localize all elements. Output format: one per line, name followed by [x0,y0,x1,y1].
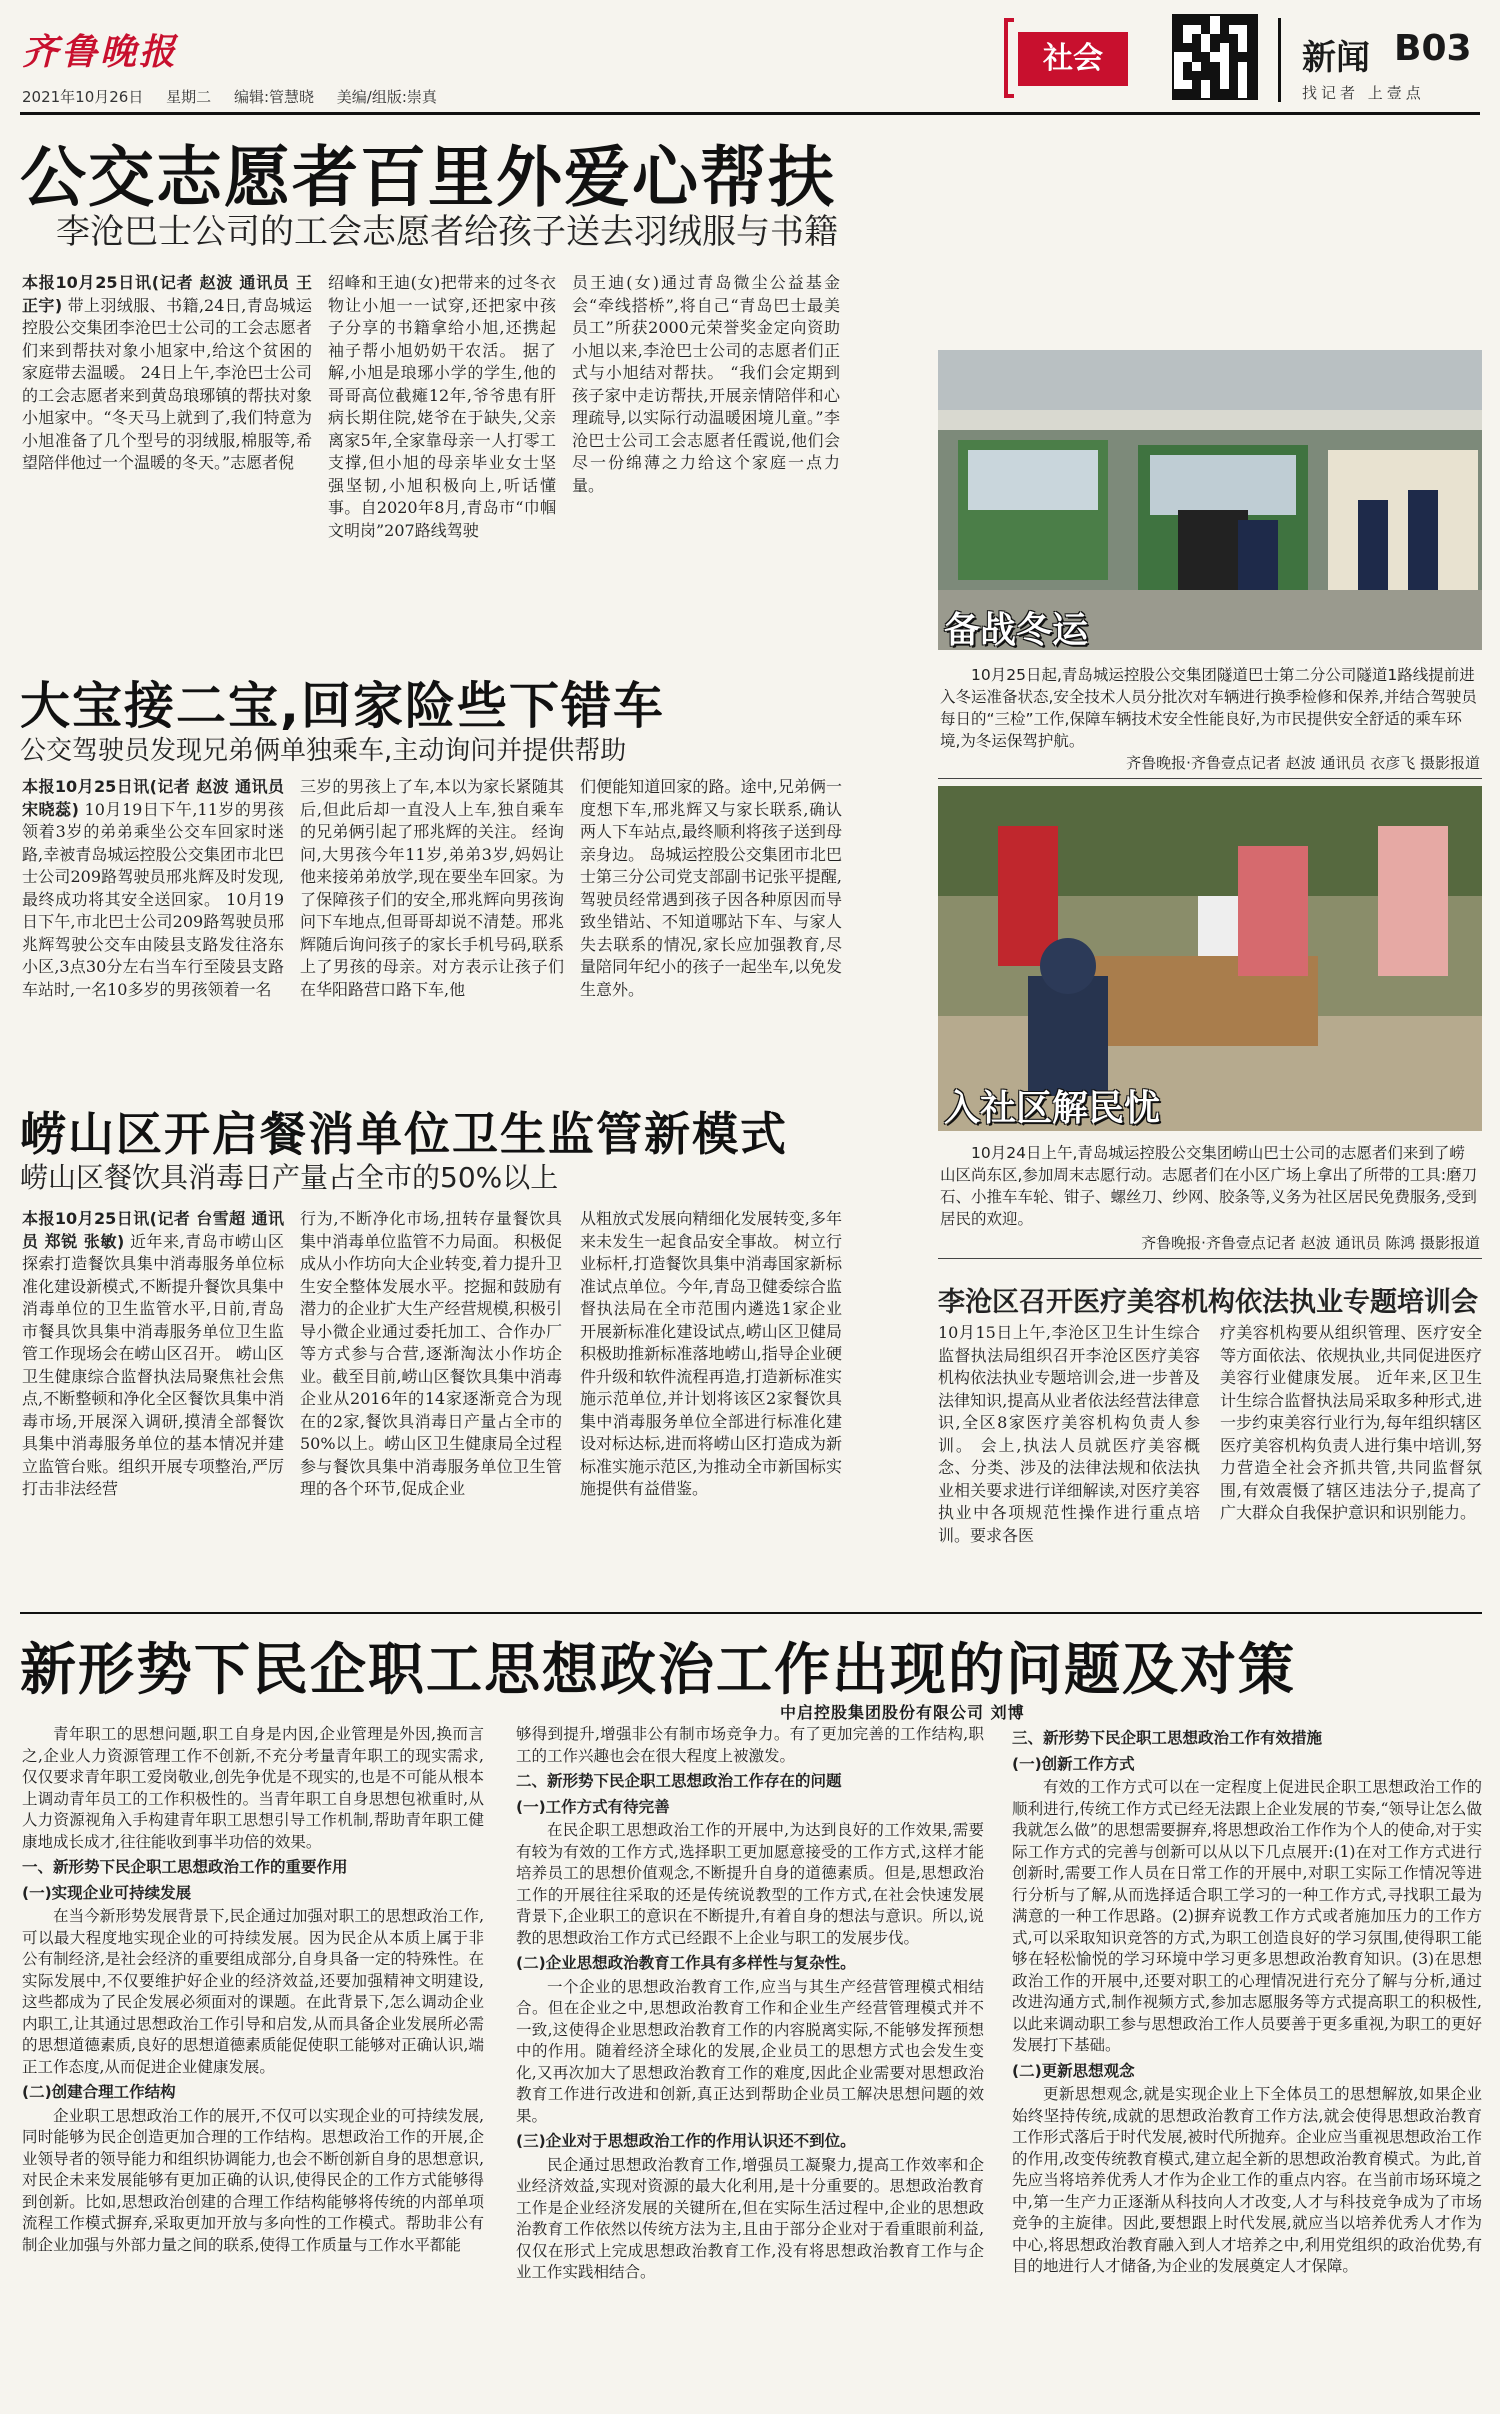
qr-module [1174,34,1183,43]
article5-section2-2-text: 一个企业的思想政治教育工作,应当与其生产经营管理模式相结合。但在企业之中,思想政治教育工作和企业生产经营管理模式并不一致,这使得企业思想政治教育工作的内容脱离实际,不能够发挥预想中的作用。随着经济全球化的发展,企业员工的思想方式也会发生变化,又再次加大了思想政治教育工作的难度,因此企业需要对思想政治教育工作进行改进和创新,真正达到帮助企业员工解决思想问题的效果。 [516,1977,984,2125]
section-badge: 社会 [1018,32,1128,86]
qr-module [1192,80,1201,89]
qr-module [1238,52,1247,61]
qr-module [1201,43,1210,52]
photo1-credit: 齐鲁晚报·齐鲁壹点记者 赵波 通讯员 衣彦飞 摄影报道 [1126,754,1480,772]
qr-module [1201,34,1210,43]
qr-module [1220,89,1229,98]
issue-meta [22,86,455,107]
qr-module [1210,80,1219,89]
qr-module [1247,80,1256,89]
qr-code-icon[interactable] [1172,14,1258,100]
qr-module [1201,62,1210,71]
qr-module [1183,80,1192,89]
qr-module [1238,34,1247,43]
qr-module [1229,62,1238,71]
qr-module [1174,25,1183,34]
article5-section3-1-text: 有效的工作方式可以在一定程度上促进民企职工思想政治工作的顺利进行,传统工作方式已经无法跟上企业发展的节奏,“领导让怎么做我就怎么做”的思想需要摒弃,将思想政治工作作为个人的使命,对于实际工作方式的完善与创新可以从以下几点展开:(1)在对工作方式进行创新时,需要工作人员在日常工作的开展中,对职工实际工作情况等进行分析与了解,从而选择适合职工学习的一种工作方式,寻找职工最为满意的一种工作思路。(2)摒弃说教工作方式或者施加压力的工作方式,可以采取知识竞答的方式,为职工创造良好的学习氛围,使得职工能够在轻松愉悦的学习环境中学习更多思想政治教育知识。(3)在思想政治工作的开展中,还要对职工的心理情况进行充分了解与分析,通过改进沟通方式,制作视频方式,参加志愿服务等方式提高职工的积极性,以此来调动职工参与思想政治工作人员要善于更多重视,为职工的更好发展打下基础。 [1012,1778,1482,2054]
qr-module [1183,43,1192,52]
article1-subheadline: 李沧巴士公司的工会志愿者给孩子送去羽绒服与书籍 [56,212,838,252]
header-rule [20,112,1480,115]
qr-module [1247,25,1256,34]
photo1-caption: 10月25日起,青岛城运控股公交集团隧道巴士第二分公司隧道1路线提前进入冬运准备状态,安全技术人员分批次对车辆进行换季检修和保养,并结合驾驶员每日的“三检”工作,保障车辆技术安全性能良好,为市民提供安全舒适的乘车环境,为冬运保驾护航。 [940,666,1477,750]
page-section-label: 新闻 [1302,38,1370,78]
article5-section3-1-heading: (一)创新工作方式 [1012,1754,1135,1773]
qr-module [1210,16,1219,25]
photo2-caption: 10月24日上午,青岛城运控股公交集团崂山巴士公司的志愿者们来到了崂山区尚东区,参加周末志愿行动。志愿者们在小区广场上拿出了所带的工具:磨刀石、小推车车轮、钳子、螺丝刀、纱网、胶条等,义务为社区居民免费服务,受到居民的欢迎。 [940,1144,1478,1228]
qr-module [1201,25,1210,34]
qr-module [1192,43,1201,52]
article3-byline: 本报10月25日讯(记者 台雪超 通讯员 郑锐 张敏) [22,1209,284,1251]
article1-column-1 [22,272,312,634]
article3-column-3: 从粗放式发展向精细化发展转变,多年来未发生一起食品安全事故。 树立行业标杆,打造餐饮具集中消毒国家新标准试点单位。今年,青岛卫健委综合监督执法局在全市范围内遴选1家企业开展新标准化建设试点,崂山区卫健局积极助推新标准落地崂山,指导企业硬件升级和软件流程再造,打造新标准实施示范单位,并计划将该区2家餐饮具集中消毒服务单位全部进行标准化建设对标达标,进而将崂山区打造成为新标准实施示范区,为推动全市新国标实施提供有益借鉴。 [580,1209,842,1498]
qr-module [1238,25,1247,34]
qr-module [1183,34,1192,43]
article1-headline: 公交志愿者百里外爱心帮扶 [20,139,836,216]
photo1-title: 备战冬运 [944,610,1089,651]
qr-module [1174,71,1183,80]
qr-module [1192,62,1201,71]
article5-section2-3-text: 民企通过思想政治教育工作,增强员工凝聚力,提高工作效率和企业经济效益,实现对资源的最大化利用,是十分重要的。思想政治教育工作是企业经济发展的关键所在,但在实际生活过程中,企业的思想政治教育工作依然以传统方法为主,且由于部分企业对于看重眼前利益,仅仅在形式上完成思想政治教育工作,没有将思想政治教育工作与企业工作实践相结合。 [516,2155,984,2281]
article5-column-3 [1012,1724,1482,2404]
qr-module [1238,71,1247,80]
qr-module [1220,62,1229,71]
qr-module [1247,62,1256,71]
article5-section1-2-text: 企业职工思想政治工作的展开,不仅可以实现企业的可持续发展,同时能够为民企创造更加合理的工作结构。思想政治工作的开展,企业领导者的领导能力和组织协调能力,也会不断创新自身的思想意识,对民企未来发展能够有更加正确的认识,使得民企的工作方式能够得到创新。比如,思想政治创建的合理工作结构能够将传统的内部单项流程工作模式摒弃,采取更加开放与多向性的工作模式。帮助非公有制企业加强与外部力量之间的联系,使得工作质量与工作水平都能 [22,2106,484,2254]
qr-module [1229,43,1238,52]
article5-column-1 [22,1724,484,2404]
qr-module [1192,34,1201,43]
qr-module [1174,62,1183,71]
qr-module [1229,80,1238,89]
qr-module [1210,43,1219,52]
article5-section2-2-heading: (二)企业思想政治教育工作具有多样性与复杂性。 [516,1954,856,1972]
photo2-credit: 齐鲁晚报·齐鲁壹点记者 赵波 通讯员 陈鸿 摄影报道 [1141,1234,1480,1252]
qr-module [1247,16,1256,25]
article3-column-1 [22,1208,284,1600]
article1-byline: 本报10月25日讯(记者 赵波 通讯员 王正宇) [22,273,312,315]
article3-body-1: 近年来,青岛市崂山区探索打造餐饮具集中消毒服务单位标准化建设新模式,不断提升餐饮具集中消毒单位的卫生监管水平,日前,青岛市餐具饮具集中消毒服务单位卫生监管工作现场会在崂山区召开。 崂山区卫生健康综合监督执法局聚焦社会焦点,不断整顿和净化全区餐饮具集中消毒市场,开展深入调研,摸清全部餐饮具集中消毒服务单位的基本情况并建立监管台账。组织开展专项整治,严厉打击非法经营 [22,1231,284,1498]
article2-column-2: 三岁的男孩上了车,本以为家长紧随其后,但此后却一直没人上车,独自乘车的兄弟俩引起了邢兆辉的关注。 经询问,大男孩今年11岁,弟弟3岁,妈妈让他来接弟弟放学,现在要坐车回家。为了保障孩子们的安全,邢兆辉向男孩询问下车地点,但哥哥却说不清楚。邢兆辉随后询问孩子的家长手机号码,联系上了男孩的母亲。对方表示让孩子们在华阳路营口路下车,他 [300,777,564,999]
article5-section2-1-text: 在民企职工思想政治工作的开展中,为达到良好的工作效果,需要有较为有效的工作方式,选择职工更加愿意接受的工作方式,这样才能培养员工的思想价值观念,不断提升自身的道德素质。但是,思想政治工作的开展往往采取的还是传统说教型的工作方式,在社会快速发展背景下,企业职工的意识在不断提升,有着自身的想法与意识。所以,说教的思想政治工作方式已经跟不上企业与职工的发展步伐。 [516,1821,984,1947]
qr-module [1210,25,1219,34]
article5-headline: 新形势下民企职工思想政治工作出现的问题及对策 [20,1638,1296,1703]
qr-module [1174,89,1183,98]
article1-body-1: 带上羽绒服、书籍,24日,青岛城运控股公交集团李沧巴士公司的工会志愿者们来到帮扶对象小旭家中,给这个贫困的家庭带去温暖。 24日上午,李沧巴士公司的工会志愿者来到黄岛琅琊镇的帮扶对象小旭家中。“冬天马上就到了,我们特意为小旭准备了几个型号的羽绒服,棉服等,希望陪伴他过一个温暖的冬天。”志愿者倪 [22,295,312,472]
article4-column-1: 10月15日上午,李沧区卫生计生综合监督执法局组织召开李沧区医疗美容机构依法执业专题培训会,进一步普及法律知识,提高从业者依法经营法律意识,全区8家医疗美容机构负责人参训。 会上,执法人员就医疗美容概念、分类、涉及的法律法规和依法执业相关要求进行详细解读,对医疗美容执业中各项规范性操作进行重点培训。要求各医 [938,1323,1200,1545]
qr-module [1238,43,1247,52]
qr-module [1192,25,1201,34]
qr-module [1183,62,1192,71]
divider [938,778,1482,779]
qr-module [1174,80,1183,89]
newspaper-masthead-logo: 齐鲁晚报 [22,31,179,73]
header-divider [1278,18,1281,102]
qr-module [1229,34,1238,43]
badge-bracket-decoration [1004,18,1014,98]
article5-col2-continuation: 够得到提升,增强非公有制市场竞争力。有了更加完善的工作结构,职工的工作兴趣也会在很大程度上被激发。 [516,1725,984,1765]
qr-module [1192,16,1201,25]
qr-module [1247,89,1256,98]
article2-column-1 [22,776,284,1068]
article1-column-2: 绍峰和王迪(女)把带来的过冬衣物让小旭一一试穿,还把家中孩子分享的书籍拿给小旭,还携起袖子帮小旭奶奶干农活。 据了解,小旭是琅琊小学的学生,他的哥哥高位截瘫12年,爷爷患有肝病长期住院,姥爷在于缺失,父亲离家5年,全家靠母亲一人打零工支撑,但小旭的母亲毕业女士坚强坚韧,小旭积极向上,听话懂事。自2020年8月,青岛市“巾帼文明岗”207路线驾驶 [328,273,556,540]
qr-module [1201,80,1210,89]
qr-module [1220,71,1229,80]
qr-module [1201,16,1210,25]
qr-module [1238,62,1247,71]
editor-credit: 编辑:管慧晓 [233,88,314,106]
article4-headline: 李沧区召开医疗美容机构依法执业专题培训会 [938,1287,1478,1318]
article5-author: 中启控股集团股份有限公司 刘博 [780,1703,1025,1722]
page-credit: 找记者 上壹点 [1302,84,1425,102]
qr-module [1210,52,1219,61]
photo2-title: 入社区解民忧 [944,1088,1161,1129]
qr-module [1183,25,1192,34]
qr-module [1220,43,1229,52]
qr-module [1247,43,1256,52]
article5-section2-heading: 二、新形势下民企职工思想政治工作存在的问题 [516,1772,842,1790]
qr-module [1247,52,1256,61]
article5-section2-1-heading: (一)工作方式有待完善 [516,1797,670,1816]
qr-module [1247,34,1256,43]
article5-section3-2-heading: (二)更新思想观念 [1012,2061,1135,2080]
qr-module [1220,52,1229,61]
article1-column-3: 员王迪(女)通过青岛微尘公益基金会“牵线搭桥”,将自己“青岛巴士最美员工”所获2000元荣誉奖金定向资助小旭以来,李沧巴士公司的志愿者们正式与小旭结对帮扶。 “我们会定期到孩子家中走访帮扶,开展亲情陪伴和心理疏导,以实际行动温暖困境儿童。”李沧巴士公司工会志愿者任霞说,他们会尽一份绵薄之力给这个家庭一点力量。 [572,273,840,495]
divider [938,1258,1482,1259]
article3-headline: 崂山区开启餐消单位卫生监管新模式 [20,1107,788,1161]
article5-section3-2-text: 更新思想观念,就是实现企业上下全体员工的思想解放,如果企业始终坚持传统,成就的思想政治教育工作方法,就会使得思想政治教育工作形式落后于时代发展,被时代所抛弃。企业应当重视思想政治工作的作用,改变传统教育模式,建立起全新的思想政治教育模式。为此,首先应当将培养优秀人才作为企业工作的重点内容。在当前市场环境之中,第一生产力正逐渐从科技向人才改变,人才与科技竞争成为了市场竞争的主旋律。因此,要想跟上时代发展,就应当以培养优秀人才作为中心,将思想政治教育融入到人才培养之中,利用党组织的政治优势,有目的地进行人才储备,为企业的发展奠定人才保障。 [1012,2085,1482,2275]
article3-column-2: 行为,不断净化市场,扭转存量餐饮具集中消毒单位监管不力局面。 积极促成从小作坊向大企业转变,着力提升卫生安全整体发展水平。挖掘和鼓励有潜力的企业扩大生产经营规模,积极引导小微企业通过委托加工、合作办厂等方式参与合营,逐渐淘汰小作坊企业。截至目前,崂山区餐饮具集中消毒企业从2016年的14家逐渐竞合为现在的2家,餐饮具消毒日产量占全市的50%以上。崂山区卫生健康局全过程参与餐饮具集中消毒服务单位卫生管理的各个环节,促成企业 [300,1209,562,1498]
qr-module [1183,52,1192,61]
article5-section1-2-heading: (二)创建合理工作结构 [22,2083,176,2101]
article2-column-3: 们便能知道回家的路。途中,兄弟俩一度想下车,邢兆辉又与家长联系,确认两人下车站点,最终顺利将孩子送到母亲身边。 岛城运控股公交集团市北巴士第三分公司党支部副书记张平提醒,驾驶员经常遇到孩子因各种原因而导致坐错站、不知道哪站下车、与家人失去联系的情况,家长应加强教育,尽量陪同年纪小的孩子一起坐车,以免发生意外。 [580,777,842,999]
qr-module [1192,89,1201,98]
article2-headline: 大宝接二宝,回家险些下错车 [20,677,665,735]
article2-byline: 本报10月25日讯(记者 赵波 通讯员 宋晓蕊) [22,777,284,819]
qr-module [1201,89,1210,98]
article5-section1-1-heading: (一)实现企业可持续发展 [22,1883,192,1902]
qr-module [1174,52,1183,61]
article3-subheadline: 崂山区餐饮具消毒日产量占全市的50%以上 [20,1161,559,1194]
article2-subheadline: 公交驾驶员发现兄弟俩单独乘车,主动询问并提供帮助 [20,736,627,766]
article5-section1-heading: 一、新形势下民企职工思想政治工作的重要作用 [22,1858,348,1876]
qr-module [1229,89,1238,98]
qr-module [1201,71,1210,80]
qr-module [1229,16,1238,25]
qr-module [1201,52,1210,61]
qr-module [1220,25,1229,34]
qr-module [1210,89,1219,98]
qr-module [1229,52,1238,61]
article5-section2-3-heading: (三)企业对于思想政治工作的作用认识还不到位。 [516,2132,856,2150]
qr-module [1220,16,1229,25]
qr-module [1229,71,1238,80]
article5-column-2 [516,1724,984,2404]
qr-module [1192,52,1201,61]
qr-module [1183,89,1192,98]
qr-module [1174,43,1183,52]
qr-module [1210,34,1219,43]
article5-intro: 青年职工的思想问题,职工自身是内因,企业管理是外因,换而言之,企业人力资源管理工作不创新,不充分考量青年职工的现实需求,仅仅要求青年职工爱岗敬业,创先争优是不现实的,也是不可能从根本上调动青年员工的工作积极性的。当青年职工自身思想包袱重时,从人力资源视角入手构建青年职工思想引导工作机制,帮助青年职工健康地成长成才,往往能收到事半功倍的效果。 [22,1725,484,1851]
section-divider [20,1612,1482,1614]
page-number: B03 [1394,28,1472,69]
article2-body-1: 10月19日下午,11岁的男孩领着3岁的弟弟乘坐公交车回家时迷路,幸被青岛城运控股公交集团市北巴士公司209路驾驶员邢兆辉及时发现,最终成功将其安全送回家。 10月19日下午,市北巴士公司209路驾驶员邢兆辉驾驶公交车由陵县支路发往洛东小区,3点30分左右当车行至陵县支路车站时,一名10多岁的男孩领着一名 [22,799,284,999]
qr-module [1210,71,1219,80]
qr-module [1183,71,1192,80]
qr-module [1220,34,1229,43]
qr-module [1238,80,1247,89]
issue-date: 2021年10月26日 [22,88,144,106]
design-credit: 美编/组版:崇真 [336,88,437,106]
article4-column-2: 疗美容机构要从组织管理、医疗安全等方面依法、依规执业,共同促进医疗美容行业健康发展。 近年来,区卫生计生综合监督执法局采取多种形式,进一步约束美容行业行为,每年组织辖区医疗美容机构负责人进行集中培训,努力营造全社会齐抓共管,共同监督氛围,有效震慑了辖区违法分子,提高了广大群众自我保护意识和识别能力。 [1220,1323,1482,1522]
issue-weekday: 星期二 [166,88,212,106]
qr-module [1238,89,1247,98]
qr-module [1210,62,1219,71]
qr-module [1174,16,1183,25]
qr-module [1183,16,1192,25]
qr-module [1229,25,1238,34]
qr-module [1247,71,1256,80]
article5-section1-1-text: 在当今新形势发展背景下,民企通过加强对职工的思想政治工作,可以最大程度地实现企业的可持续发展。因为民企从本质上属于非公有制经济,是社会经济的重要组成部分,自身具备一定的特殊性。在实际发展中,不仅要维护好企业的经济效益,还要加强精神文明建设,这些都成为了民企发展必须面对的课题。在此背景下,怎么调动企业内职工,让其通过思想政治工作引导和启发,从而具备企业发展所必需的思想道德素质,良好的思想道德素质能促使职工能够对正确认识,端正工作态度,从而促进企业健康发展。 [22,1907,484,2076]
article5-section3-heading: 三、新形势下民企职工思想政治工作有效措施 [1012,1729,1323,1747]
qr-module [1192,71,1201,80]
qr-module [1220,80,1229,89]
qr-module [1238,16,1247,25]
